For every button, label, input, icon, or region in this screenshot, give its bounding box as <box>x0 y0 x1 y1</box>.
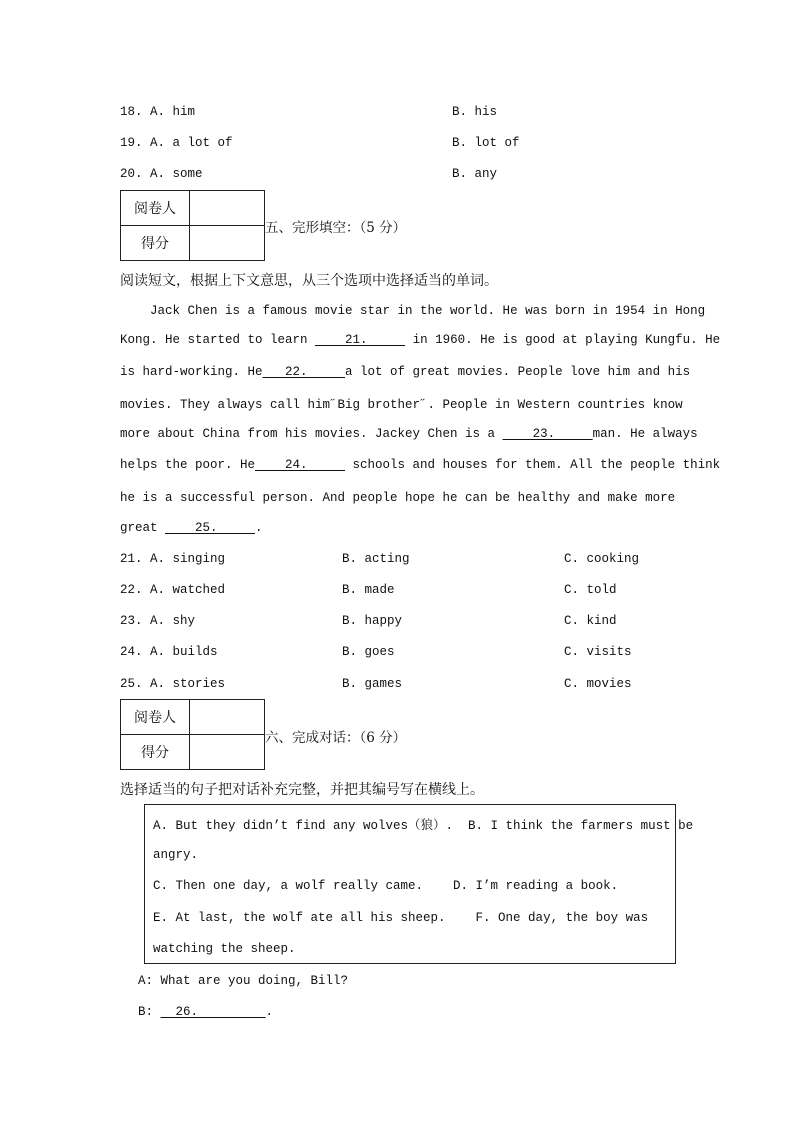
reviewer-blank <box>190 700 265 735</box>
score-blank <box>190 735 265 770</box>
option-line: C. Then one day, a wolf really came. D. I’m reading a book. <box>153 879 619 893</box>
dialogue-line-a: A: What are you doing, Bill? <box>138 974 349 988</box>
passage-line <box>120 333 721 347</box>
passage-line: movies. They always call him˝Big brother˝. People in Western countries know <box>120 398 683 412</box>
passage-line <box>120 365 691 379</box>
passage-text: more about China from his movies. Jackey Chen is a <box>120 427 503 441</box>
section5-instruction: 阅读短文，根据上下文意思，从三个选项中选择适当的单词。 <box>120 273 498 289</box>
blank-21: 21. <box>315 333 406 347</box>
dialogue-line-b <box>138 1005 273 1019</box>
passage-text: is hard-working. He <box>120 365 263 379</box>
option-row-22 <box>120 583 225 597</box>
option-a: A. some <box>150 167 203 181</box>
blank-23: 23. <box>502 427 593 441</box>
question-number: 22. <box>120 583 143 597</box>
option-c: C. told <box>564 583 617 597</box>
option-a: A. a lot of <box>150 136 233 150</box>
option-line: A. But they didn’t find any wolves（狼）. B. I think the farmers must be <box>153 819 694 833</box>
option-row-18 <box>120 105 195 119</box>
passage-line <box>120 521 680 535</box>
option-b: B. made <box>342 583 395 597</box>
question-number: 20. <box>120 167 143 181</box>
blank-26: 26. <box>160 1005 266 1019</box>
option-c: C. movies <box>564 677 632 691</box>
section6-title: 六、完成对话：（6 分） <box>265 730 407 746</box>
reviewer-blank <box>190 191 265 226</box>
option-row-20 <box>120 167 203 181</box>
option-c: C. cooking <box>564 552 640 566</box>
passage-line <box>120 427 698 441</box>
section5-title: 五、完形填空：（5 分） <box>265 220 407 236</box>
option-row-21 <box>120 552 225 566</box>
passage-text: schools and houses for them. All the people think <box>345 458 721 472</box>
question-number: 19. <box>120 136 143 150</box>
reviewer-label: 阅卷人 <box>121 191 190 226</box>
option-line: watching the sheep. <box>153 942 296 956</box>
option-b: B. his <box>452 105 498 119</box>
passage-text: helps the poor. He <box>120 458 256 472</box>
option-a: A. him <box>150 105 196 119</box>
dialogue-options-box <box>144 804 694 964</box>
reviewer-label: 阅卷人 <box>121 700 190 735</box>
option-line: E. At last, the wolf ate all his sheep. F. One day, the boy was <box>153 911 649 925</box>
passage-text: . <box>255 521 263 535</box>
passage-line: he is a successful person. And people hope he can be healthy and make more <box>120 491 676 505</box>
question-number: 21. <box>120 552 143 566</box>
option-row-19 <box>120 136 233 150</box>
question-number: 18. <box>120 105 143 119</box>
option-line: angry. <box>153 848 199 862</box>
option-b: B. any <box>452 167 498 181</box>
option-b: B. goes <box>342 645 395 659</box>
question-number: 24. <box>120 645 143 659</box>
option-c: C. visits <box>564 645 632 659</box>
grader-table-section6 <box>120 699 265 770</box>
question-number: 25. <box>120 677 143 691</box>
option-b: B. lot of <box>452 136 520 150</box>
section6-instruction: 选择适当的句子把对话补充完整，并把其编号写在横线上。 <box>120 782 484 798</box>
passage-text: man. He always <box>592 427 698 441</box>
option-row-24 <box>120 645 218 659</box>
speaker-b: B: <box>138 1005 161 1019</box>
score-label: 得分 <box>121 226 190 261</box>
passage-text: a lot of great movies. People love him and his <box>345 365 691 379</box>
passage-text: in 1960. He is good at playing Kungfu. He <box>405 333 721 347</box>
blank-22: 22. <box>262 365 346 379</box>
passage-line: Jack Chen is a famous movie star in the world. He was born in 1954 in Hong <box>120 304 706 318</box>
option-b: B. games <box>342 677 403 691</box>
score-blank <box>190 226 265 261</box>
passage-text: Kong. He started to learn <box>120 333 316 347</box>
option-row-23 <box>120 614 195 628</box>
option-a: A. singing <box>150 552 226 566</box>
option-a: A. stories <box>150 677 226 691</box>
option-b: B. acting <box>342 552 410 566</box>
passage-line <box>120 458 721 472</box>
option-c: C. kind <box>564 614 617 628</box>
option-a: A. shy <box>150 614 196 628</box>
option-row-25 <box>120 677 225 691</box>
blank-24: 24. <box>255 458 346 472</box>
passage-text: great <box>120 521 166 535</box>
line-end: . <box>265 1005 274 1019</box>
option-a: A. watched <box>150 583 226 597</box>
option-b: B. happy <box>342 614 403 628</box>
score-label: 得分 <box>121 735 190 770</box>
blank-25: 25. <box>165 521 256 535</box>
grader-table-section5 <box>120 190 265 261</box>
question-number: 23. <box>120 614 143 628</box>
option-a: A. builds <box>150 645 218 659</box>
